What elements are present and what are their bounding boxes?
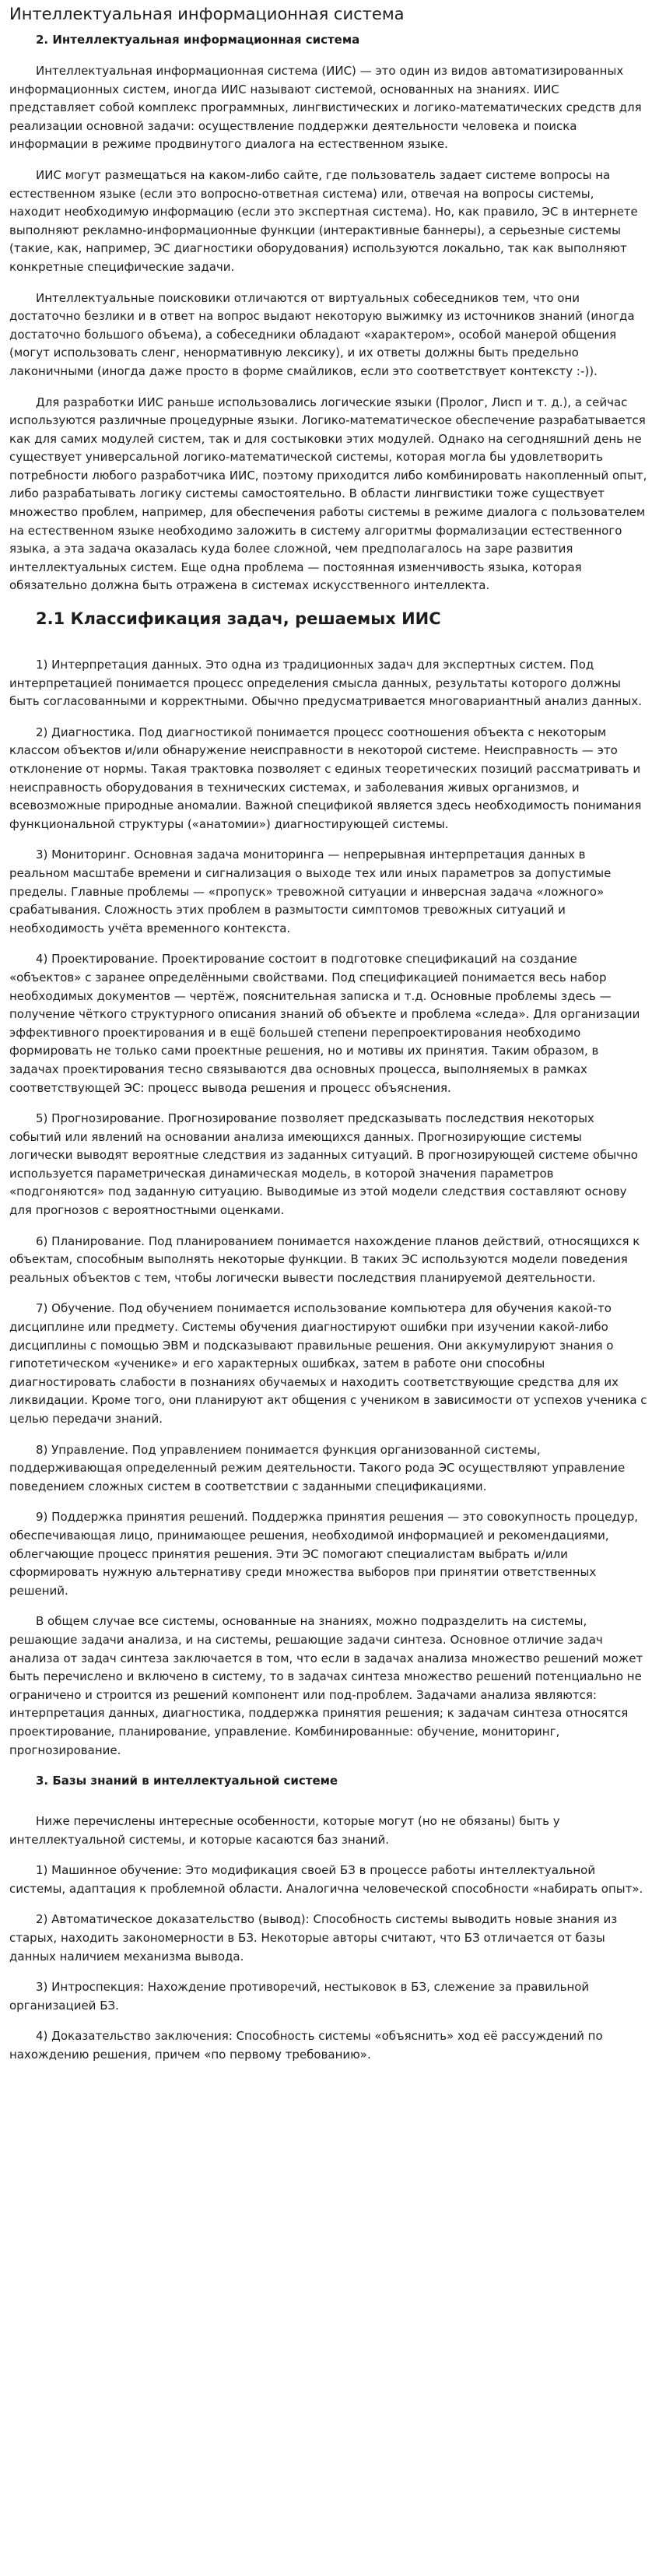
list-item: 2) Автоматическое доказательство (вывод): Способность системы выводить новые знания из старых, находить закономерности в БЗ. Некоторые авторы считают, что БЗ отличается от базы данных наличием механизма вывода. [9, 1912, 618, 1964]
list-item: 2) Диагностика. Под диагностикой понимается процесс соотношения объекта с некоторым классом объектов и/или обнаружение неисправности в некоторой системе. Неисправность — это отклонение от нормы. Такая трактовка позволяет с единых теоретических позиций рассматривать и неисправность оборудования в технических системах, и заболевания живых организмов, и всевозможные природные аномалии. Важной спецификой является здесь необходимость понимания функциональной структуры («анатомии») диагностирующей системы. [9, 725, 642, 831]
list-item: 4) Доказательство заключения: Способность системы «объяснить» ход её рассуждений по нахождению решения, причем «по первому требованию». [9, 2029, 603, 2062]
summary-paragraph: В общем случае все системы, основанные на знаниях, можно подразделить на системы, решающие задачи анализа, и на системы, решающие задачи синтеза. Основное отличие задач анализа от задач синтеза заключается в том, что если в задачах анализа множество решений может быть перечислено и включено в систему, то в задачах синтеза множество решений потенциально не ограничено и строится из решений компонент или под-проблем. Задачами анализа являются: интерпретация данных, диагностика, поддержка принятия решения; к задачам синтеза относятся проектирование, планирование, управление. Комбинированные: обучение, мониторинг, прогнозирование. [9, 1614, 643, 1757]
list-item: 6) Планирование. Под планированием понимается нахождение планов действий, относящихся к объектам, способным выполнять некоторые функции. В таких ЭС используются модели поведения реальных объектов с тем, чтобы логически вывести последствия планируемой деятельности. [9, 1234, 640, 1285]
list-item: 3) Интроспекция: Нахождение противоречий, нестыковок в БЗ, слежение за правильной организацией БЗ. [9, 1980, 590, 2013]
list-item: 3) Мониторинг. Основная задача мониторинга — непрерывная интерпретация данных в реальном масштабе времени и сигнализация о выходе тех или иных параметров за допустимые пределы. Главные проблемы — «пропуск» тревожной ситуации и инверсная задача «ложного» срабатывания. Сложность этих проблем в размытости симптомов тревожных ситуаций и необходимость учёта временного контекста. [9, 848, 612, 935]
section-3-heading: 3. Базы знаний в интеллектуальной системе [36, 1774, 338, 1788]
paragraph: Для разработки ИИС раньше использовались логические языки (Пролог, Лисп и т. д.), а сейчас используются различные процедурные языки. Логико-математическое обеспечение разрабатывается как для самих модулей систем, так и для состыковки этих модулей. Однако на сегодняшний день не существует универсальной логико-математической системы, которая могла бы удовлетворить потребности любого разработчика ИИС, поэтому приходится либо комбинировать накопленный опыт, либо разрабатывать логику системы самостоятельно. В области лингвистики тоже существует множество проблем, например, для обеспечения работы системы в режиме диалога с пользователем на естественном языке необходимо заложить в систему алгоритмы формализации естественного языка, а эта задача оказалась куда более сложной, чем предполагалось на заре развития интеллектуальных систем. Еще одна проблема — постоянная изменчивость языка, которая обязательно должна быть отражена в системах искусственного интеллекта. [9, 395, 647, 593]
section-3-body [9, 1813, 648, 2065]
list-item: 7) Обучение. Под обучением понимается использование компьютера для обучения какой-то дисциплине или предмету. Системы обучения диагностируют ошибки при изучении какой-либо дисциплины с помощью ЭВМ и подсказывают правильные решения. Они аккумулируют знания о гипотетическом «ученике» и его характерных ошибках, затем в работе они способны диагностировать слабости в познаниях обучаемых и находить соответствующие средства для их ликвидации. Кроме того, они планируют акт общения с учеником в зависимости от успехов ученика с целью передачи знаний. [9, 1301, 647, 1426]
section-2-1-list [9, 656, 648, 1760]
paragraph: Интеллектуальная информационная система (ИИС) — это один из видов автоматизированных информационных систем, иногда ИИС называют системой, основанных на знаниях. ИИС представляет собой комплекс программных, лингвистических и логико-математических средств для реализации основной задачи: осуществление поддержки деятельности человека и поиска информации в режиме продвинутого диалога на естественном языке. [9, 64, 642, 152]
list-item: 9) Поддержка принятия решений. Поддержка принятия решения — это совокупность процедур, обеспечивающая лицо, принимающее решения, необходимой информацией и рекомендациями, облегчающие процесс принятия решения. Эти ЭС помогают специалистам выбрать и/или сформировать нужную альтернативу среди множества выборов при принятии ответственных решений. [9, 1510, 639, 1598]
page-title: Интеллектуальная информационная система [9, 5, 405, 23]
section-2-1-heading: 2.1 Классификация задач, решаемых ИИС [36, 609, 441, 629]
list-item: 8) Управление. Под управлением понимается функция организованной системы, поддерживающая определенный режим деятельности. Такого рода ЭС осуществляют управление поведением сложных систем в соответствии с заданными спецификациями. [9, 1442, 626, 1493]
list-item: 1) Интерпретация данных. Это одна из традиционных задач для экспертных систем. Под интерпретацией понимается процесс определения смысла данных, результаты которого должны быть согласованными и корректными. Обычно предусматривается многовариантный анализ данных. [9, 658, 642, 709]
section-2-body [9, 62, 648, 595]
intro-paragraph: Ниже перечислены интересные особенности, которые могут (но не обязаны) быть у интеллектуальной системы, и которые касаются баз знаний. [9, 1814, 560, 1847]
list-item: 4) Проектирование. Проектирование состоит в подготовке спецификаций на создание «объектов» с заранее определёнными свойствами. Под спецификацией понимается весь набор необходимых документов — чертёж, пояснительная записка и т.д. Основные проблемы здесь — получение чёткого структурного описания знаний об объекте и проблема «следа». Для организации эффективного проектирования и в ещё большей степени перепроектирования необходимо формировать не только сами проектные решения, но и мотивы их принятия. Таким образом, в задачах проектирования тесно связываются два основных процесса, выполняемых в рамках соответствующей ЭС: процесс вывода решения и процесс объяснения. [9, 952, 640, 1095]
paragraph: Интеллектуальные поисковики отличаются от виртуальных собеседников тем, что они достаточно безлики и в ответ на вопрос выдают некоторую выжимку из источников знаний (иногда достаточно большого объема), а собеседники обладают «характером», особой манерой общения (могут использовать сленг, ненормативную лексику), и их ответы должны быть предельно лаконичными (иногда даже просто в форме смайликов, если это соответствует контексту :-)). [9, 290, 635, 378]
section-2-heading: 2. Интеллектуальная информационная система [36, 33, 360, 47]
list-item: 5) Прогнозирование. Прогнозирование позволяет предсказывать последствия некоторых событий или явлений на основании анализа имеющихся данных. Прогнозирующие системы логически выводят вероятные следствия из заданных ситуаций. В прогнозирующей системе обычно используется параметрическая динамическая модель, в которой значения параметров «подгоняются» под заданную ситуацию. Выводимые из этой модели следствия составляют основу для прогнозов с вероятностными оценками. [9, 1111, 638, 1218]
list-item: 1) Машинное обучение: Это модификация своей БЗ в процессе работы интеллектуальной системы, адаптация к проблемной области. Аналогична человеческой способности «набирать опыт». [9, 1863, 643, 1896]
paragraph: ИИС могут размещаться на каком-либо сайте, где пользователь задает системе вопросы на естественном языке (если это вопросно-ответная система) или, отвечая на вопросы системы, находит необходимую информацию (если это экспертная система). Но, как правило, ЭС в интернете выполняют рекламно-информационные функции (интерактивные баннеры), а серьезные системы (такие, как, например, ЭС диагностики оборудования) используются локально, так как выполняют конкретные специфические задачи. [9, 167, 638, 274]
